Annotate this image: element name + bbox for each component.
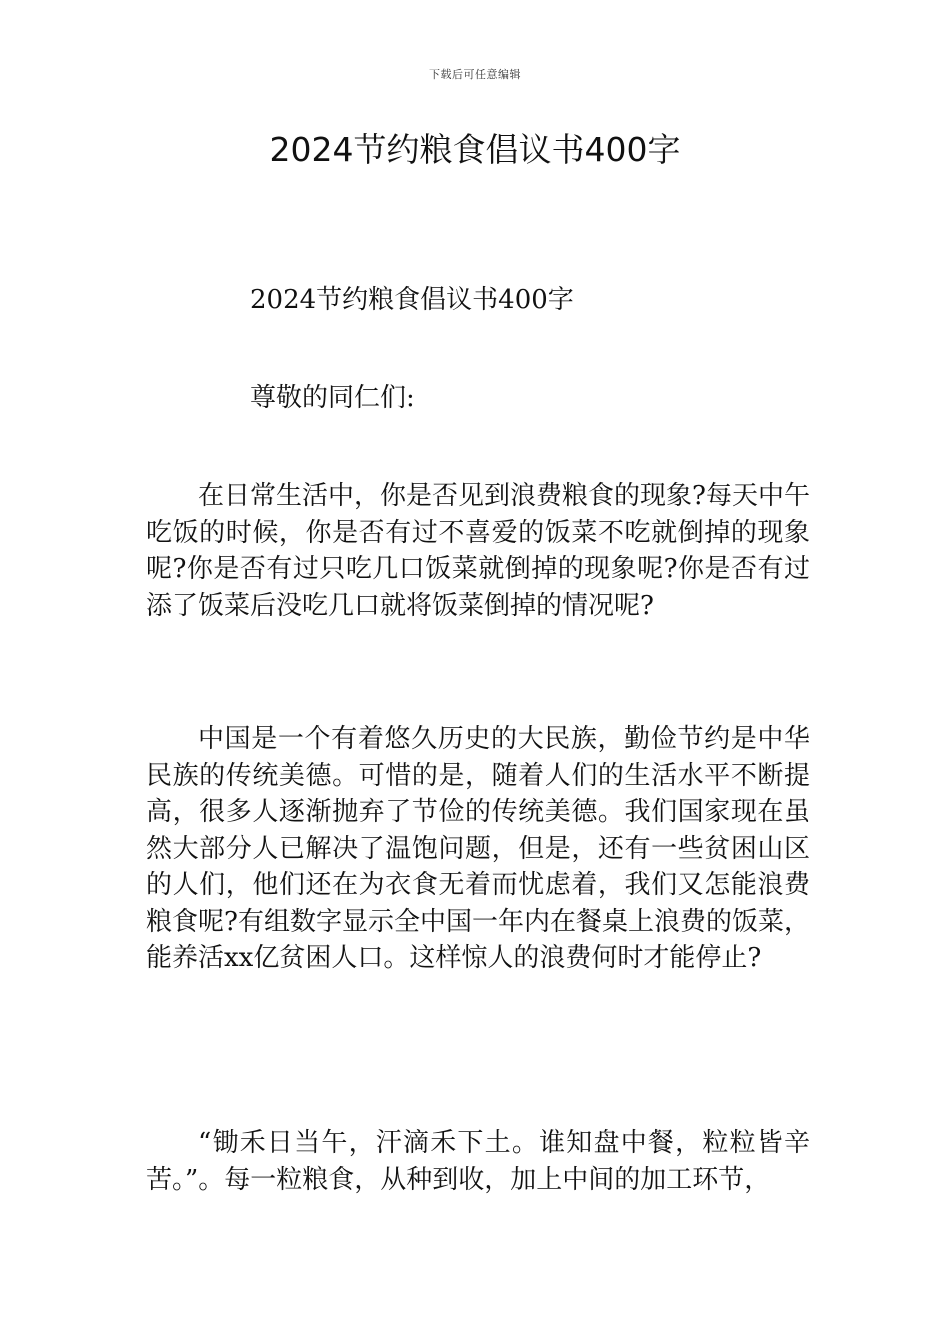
paragraph-2-line: 能养活xx亿贫困人口。这样惊人的浪费何时才能停止? (146, 943, 762, 973)
paragraph-3-line: 苦。”。每一粒粮食，从种到收，加上中间的加工环节， (146, 1164, 771, 1195)
paragraph-2 (146, 721, 810, 977)
header-note: 下载后可任意编辑 (429, 68, 521, 81)
paragraph-2-line: 然大部分人已解决了温饱问题，但是，还有一些贫困山区 (146, 833, 810, 864)
paragraph-2-line: 民族的传统美德。可惜的是，随着人们的生活水平不断提 (146, 760, 810, 791)
paragraph-2-line: 中国是一个有着悠久历史的大民族，勤俭节约是中华 (198, 724, 810, 754)
subtitle-line (146, 282, 810, 319)
paragraph-1 (146, 478, 810, 624)
paragraph-2-line: 粮食呢?有组数字显示全中国一年内在餐桌上浪费的饭菜， (146, 906, 810, 937)
subtitle-line-text: 2024节约粮食倡议书400字 (250, 285, 574, 315)
paragraph-1-line: 在日常生活中，你是否见到浪费粮食的现象?每天中午 (198, 481, 810, 511)
salutation (146, 380, 810, 417)
paragraph-2-line: 高，很多人逐渐抛弃了节俭的传统美德。我们国家现在虽 (146, 797, 810, 827)
paragraph-1-line: 吃饭的时候，你是否有过不喜爱的饭菜不吃就倒掉的现象 (146, 517, 810, 548)
paragraph-1-line: 呢?你是否有过只吃几口饭菜就倒掉的现象呢?你是否有过 (146, 554, 810, 584)
paragraph-3 (146, 1125, 810, 1198)
salutation-text: 尊敬的同仁们: (250, 383, 415, 413)
paragraph-2-line: 的人们，他们还在为衣食无着而忧虑着，我们又怎能浪费 (146, 870, 810, 900)
document-title: 2024节约粮食倡议书400字 (269, 130, 681, 169)
paragraph-1-line: 添了饭菜后没吃几口就将饭菜倒掉的情况呢? (146, 590, 654, 621)
paragraph-3-line: “锄禾日当午，汗滴禾下土。谁知盘中餐，粒粒皆辛 (198, 1128, 810, 1158)
